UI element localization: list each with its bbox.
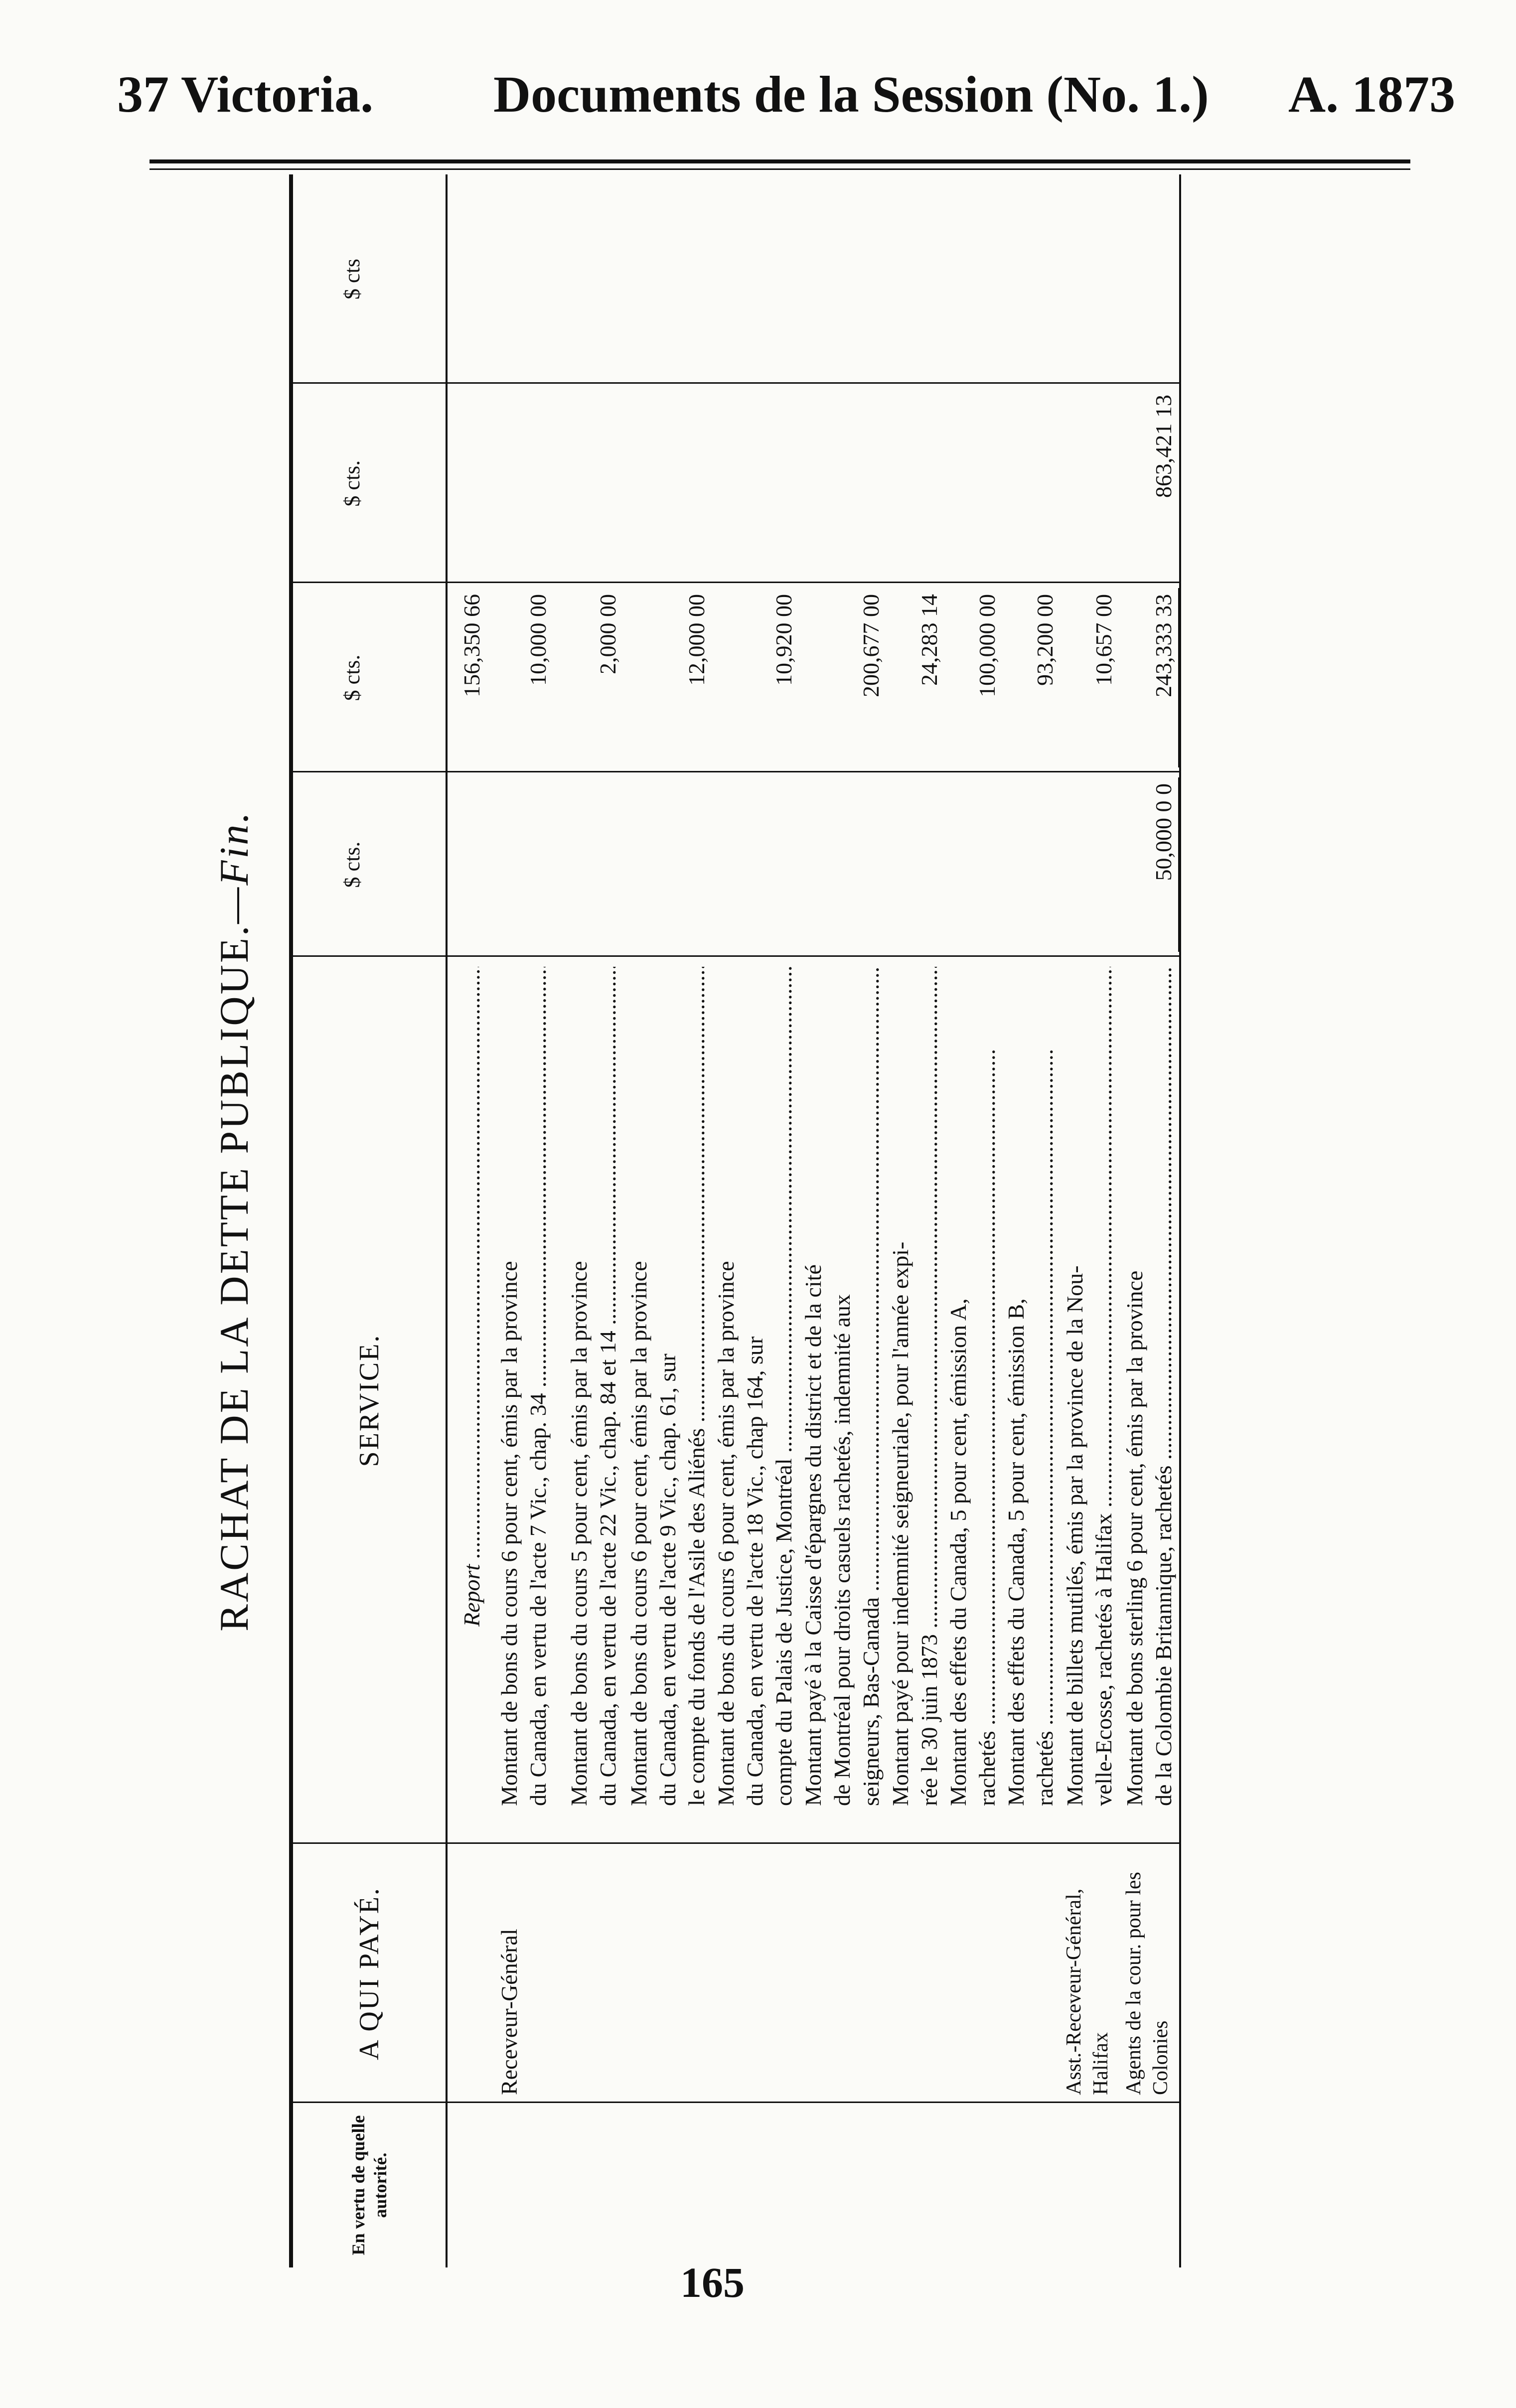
service-line: Montant payé à la Caisse d'épargnes du district et de la cité (800, 1264, 826, 1806)
amount-cell: 10,920 00 (771, 594, 796, 686)
service-line: Montant de bons du cours 6 pour cent, émis par la province (496, 1261, 522, 1806)
amount-cell: 243,333 33 (1151, 594, 1176, 697)
table-row (712, 174, 799, 2267)
page-number: 165 (680, 2258, 745, 2306)
report-amount: 156,350 66 (459, 594, 484, 697)
table-row (886, 174, 944, 2267)
table-row (1061, 174, 1119, 2267)
service-cell (565, 957, 622, 1844)
report-label: Report ..... (457, 967, 486, 1836)
service-line: Montant des effets du Canada, 5 pour cent, émission B, (1003, 1298, 1029, 1806)
document-series: Documents de la Session (No. 1.) (493, 66, 1209, 123)
amount-cell: 10,657 00 (1091, 594, 1116, 686)
document-year: A. 1873 (1288, 66, 1456, 123)
service-cell (712, 957, 798, 1844)
service-line: du Canada, en vertu de l'acte 22 Vic., chap. 84 et 14 ..... (594, 967, 622, 1836)
service-line: du Canada, en vertu de l'acte 7 Vic., chap. 34 ..... (524, 967, 553, 1836)
service-line: Montant payé pour indemnité seigneuriale, pour l'année expi- (888, 1241, 913, 1806)
header-service: SERVICE. (293, 957, 448, 1844)
table-row (1002, 174, 1060, 2267)
table-row (1120, 174, 1180, 2267)
service-line: Montant de billets mutilés, émis par la province de la Nou- (1062, 1265, 1087, 1806)
table-row (495, 174, 555, 2267)
service-line: Montant de bons du cours 6 pour cent, émis par la province (626, 1261, 651, 1806)
amount-cell: 93,200 00 (1032, 594, 1058, 686)
service-line: seigneurs, Bas-Canada ..... (857, 967, 886, 1836)
grand-total: 863,421 13 (1151, 395, 1176, 498)
service-line: Montant de bons du cours 5 pour cent, émis par la province (566, 1261, 592, 1806)
service-line: du Canada, en vertu de l'acte 9 Vic., chap. 61, sur (655, 1354, 680, 1806)
service-cell (886, 957, 944, 1844)
table-row (799, 174, 886, 2267)
service-line: Montant de bons du cours 6 pour cent, émis par la province (713, 1261, 739, 1806)
table-title (189, 174, 279, 2267)
header-rule-thin (150, 168, 1410, 170)
service-line: rachetés ..... (973, 967, 1002, 1836)
header-payee: A QUI PAYÉ. (293, 1844, 448, 2103)
sum-rule (1178, 588, 1180, 767)
header-authority: En vertu de quelle autorité. (293, 2103, 448, 2267)
header-amount-2: $ cts. (293, 583, 448, 772)
table-row (624, 174, 712, 2267)
amount-cell: 100,000 00 (974, 594, 1000, 697)
payee-cell: Asst.-Receveur-Général, Halifax (1062, 1888, 1112, 2095)
session-year: 37 Victoria. (117, 66, 374, 123)
table-row (944, 174, 1002, 2267)
header-amount-1: $ cts. (293, 772, 448, 957)
service-line: le compte du fonds de l'Asile des Aliénés ..... (682, 967, 711, 1836)
amount-cell: 10,000 00 (525, 594, 551, 686)
service-cell (799, 957, 886, 1844)
sterling-amount-cell: 50,000 0 0 (1151, 783, 1176, 881)
amount-cell: 12,000 00 (684, 594, 709, 686)
amount-cell: 200,677 00 (858, 594, 884, 697)
payee-cell: Agents de la cour. pour les Colonies (1122, 1872, 1172, 2095)
amount-cell: 2,000 00 (595, 594, 620, 674)
table-row (565, 174, 624, 2267)
service-cell (1002, 957, 1060, 1844)
service-line: Montant de bons sterling 6 pour cent, émis par la province (1122, 1270, 1147, 1806)
rotated-table-frame (189, 174, 1186, 2267)
service-line: de la Colombie Britannique, rachetés ..... (1149, 967, 1178, 1836)
service-cell (1061, 957, 1118, 1844)
report-label-cell (457, 957, 486, 1844)
table-title-text: RACHAT DE LA DETTE PUBLIQUE. (211, 923, 257, 1632)
sum-rule (1178, 777, 1180, 952)
header-amount-4: $ cts (293, 174, 448, 384)
service-line: rachetés ..... (1031, 967, 1060, 1836)
amount-cell: 24,283 14 (916, 594, 942, 686)
service-line: velle-Ecosse, rachetés à Halifax ..... (1089, 967, 1118, 1836)
payee-cell: Receveur-Général (496, 1929, 522, 2095)
service-line: du Canada, en vertu de l'acte 18 Vic., chap 164, sur (742, 1336, 767, 1806)
service-cell (1120, 957, 1178, 1844)
service-line: de Montréal pour droits casuels rachetés, indemnité aux (829, 1294, 855, 1806)
header-rule (150, 159, 1410, 163)
page-header (0, 0, 1516, 164)
debt-redemption-table (289, 174, 1181, 2267)
service-line: rée le 30 juin 1873 ..... (915, 967, 944, 1836)
table-row-report (457, 174, 492, 2267)
service-line: Montant des effets du Canada, 5 pour cent, émission A, (945, 1298, 971, 1806)
table-title-suffix: —Fin. (211, 810, 257, 924)
service-cell (495, 957, 553, 1844)
service-cell (624, 957, 711, 1844)
service-cell (944, 957, 1002, 1844)
service-line: compte du Palais de Justice, Montréal ..... (769, 967, 798, 1836)
header-amount-3: $ cts. (293, 384, 448, 583)
